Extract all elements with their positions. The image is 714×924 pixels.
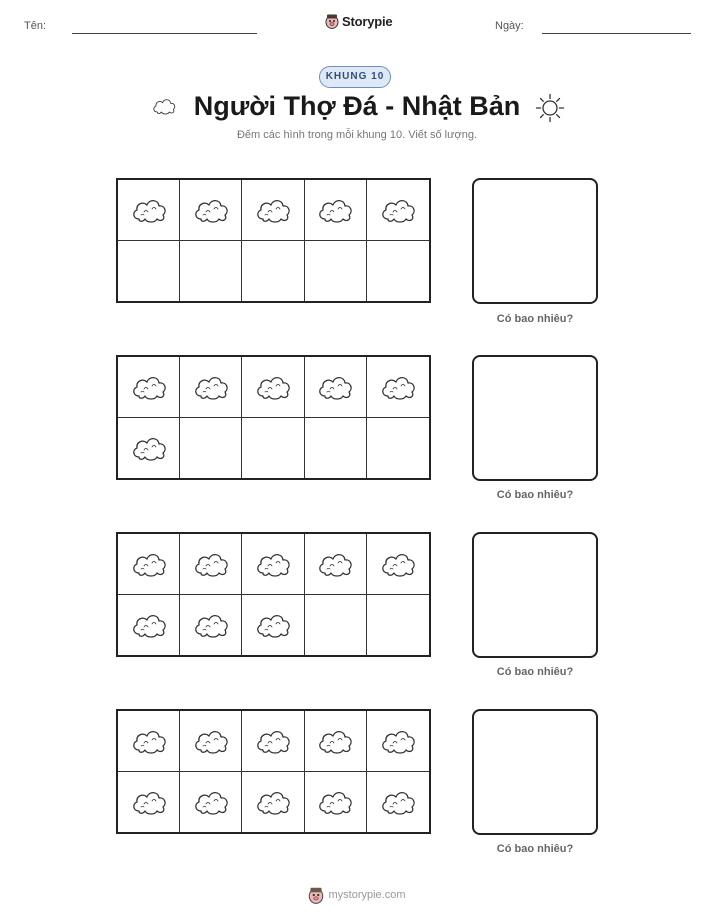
frame-cell <box>118 241 180 302</box>
frame-cell <box>180 418 242 479</box>
cloud-icon <box>192 610 230 640</box>
frame-cell <box>242 418 304 479</box>
frame-cell <box>118 357 180 418</box>
frame-cell <box>118 772 180 833</box>
cloud-icon <box>316 195 354 225</box>
cloud-icon <box>130 549 168 579</box>
cloud-icon <box>192 549 230 579</box>
cloud-icon <box>192 787 230 817</box>
frame-cell <box>242 772 304 833</box>
cloud-icon <box>316 787 354 817</box>
cloud-icon <box>379 549 417 579</box>
ten-frame <box>116 355 431 480</box>
frame-cell <box>180 711 242 772</box>
frame-cell <box>118 180 180 241</box>
frame-cell <box>367 180 429 241</box>
frame-cell <box>180 180 242 241</box>
ten-frame <box>116 178 431 303</box>
frame-cell <box>305 241 367 302</box>
frame-cell <box>367 357 429 418</box>
name-field[interactable] <box>72 33 257 34</box>
cloud-icon <box>316 372 354 402</box>
cloud-icon <box>379 195 417 225</box>
cloud-icon <box>130 195 168 225</box>
frame-cell <box>180 241 242 302</box>
frame-cell <box>242 711 304 772</box>
instructions: Đếm các hình trong mỗi khung 10. Viết số lượng. <box>236 129 477 141</box>
cloud-icon <box>254 787 292 817</box>
cloud-icon <box>379 372 417 402</box>
cloud-icon <box>130 433 168 463</box>
ten-frame <box>116 709 431 834</box>
frame-cell <box>305 772 367 833</box>
cloud-icon <box>316 726 354 756</box>
cloud-icon <box>254 372 292 402</box>
frame-cell <box>367 711 429 772</box>
answer-box[interactable] <box>472 532 598 658</box>
cloud-icon <box>130 610 168 640</box>
frame-cell <box>242 241 304 302</box>
cloud-icon <box>254 726 292 756</box>
frame-cell <box>367 241 429 302</box>
answer-prompt: Có bao nhiêu? <box>496 666 574 678</box>
answer-prompt: Có bao nhiêu? <box>496 843 574 855</box>
sun-icon <box>535 93 565 123</box>
cloud-icon <box>130 372 168 402</box>
frame-cell <box>305 534 367 595</box>
footer-url: mystorypie.com <box>328 889 406 901</box>
answer-prompt: Có bao nhiêu? <box>496 313 574 325</box>
frame-cell <box>367 418 429 479</box>
brand-name: Storypie <box>342 13 393 29</box>
cloud-icon <box>379 787 417 817</box>
frame-cell <box>180 772 242 833</box>
cloud-icon <box>254 549 292 579</box>
frame-cell <box>118 711 180 772</box>
date-field[interactable] <box>542 33 691 34</box>
answer-prompt: Có bao nhiêu? <box>496 489 574 501</box>
answer-box[interactable] <box>472 709 598 835</box>
frame-cell <box>367 772 429 833</box>
frame-cell <box>367 534 429 595</box>
frame-cell <box>305 180 367 241</box>
frame-cell <box>242 357 304 418</box>
answer-box[interactable] <box>472 355 598 481</box>
frame-cell <box>242 180 304 241</box>
frame-cell <box>180 357 242 418</box>
frame-cell <box>180 595 242 656</box>
frame-cell <box>367 595 429 656</box>
frame-cell <box>118 534 180 595</box>
frame-cell <box>305 357 367 418</box>
answer-box[interactable] <box>472 178 598 304</box>
cloud-icon <box>192 372 230 402</box>
pig-mascot-icon <box>308 886 324 904</box>
cloud-icon <box>130 726 168 756</box>
frame-cell <box>305 418 367 479</box>
footer <box>0 886 714 904</box>
frame-cell <box>305 595 367 656</box>
ten-frame <box>116 532 431 657</box>
brand-logo <box>325 13 392 29</box>
cloud-icon <box>192 195 230 225</box>
frame-cell <box>118 418 180 479</box>
worksheet-title: Người Thợ Đá - Nhật Bản <box>193 91 521 121</box>
cloud-icon <box>316 549 354 579</box>
worksheet-type-badge: KHUNG 10 <box>319 66 391 88</box>
date-label: Ngày: <box>495 20 524 32</box>
frame-cell <box>242 595 304 656</box>
cloud-icon <box>254 195 292 225</box>
cloud-icon <box>379 726 417 756</box>
frame-cell <box>305 711 367 772</box>
cloud-icon <box>130 787 168 817</box>
pig-mascot-icon <box>325 13 339 29</box>
frame-cell <box>242 534 304 595</box>
name-label: Tên: <box>24 20 47 32</box>
frame-cell <box>118 595 180 656</box>
cloud-icon <box>254 610 292 640</box>
cloud-icon <box>192 726 230 756</box>
frame-cell <box>180 534 242 595</box>
